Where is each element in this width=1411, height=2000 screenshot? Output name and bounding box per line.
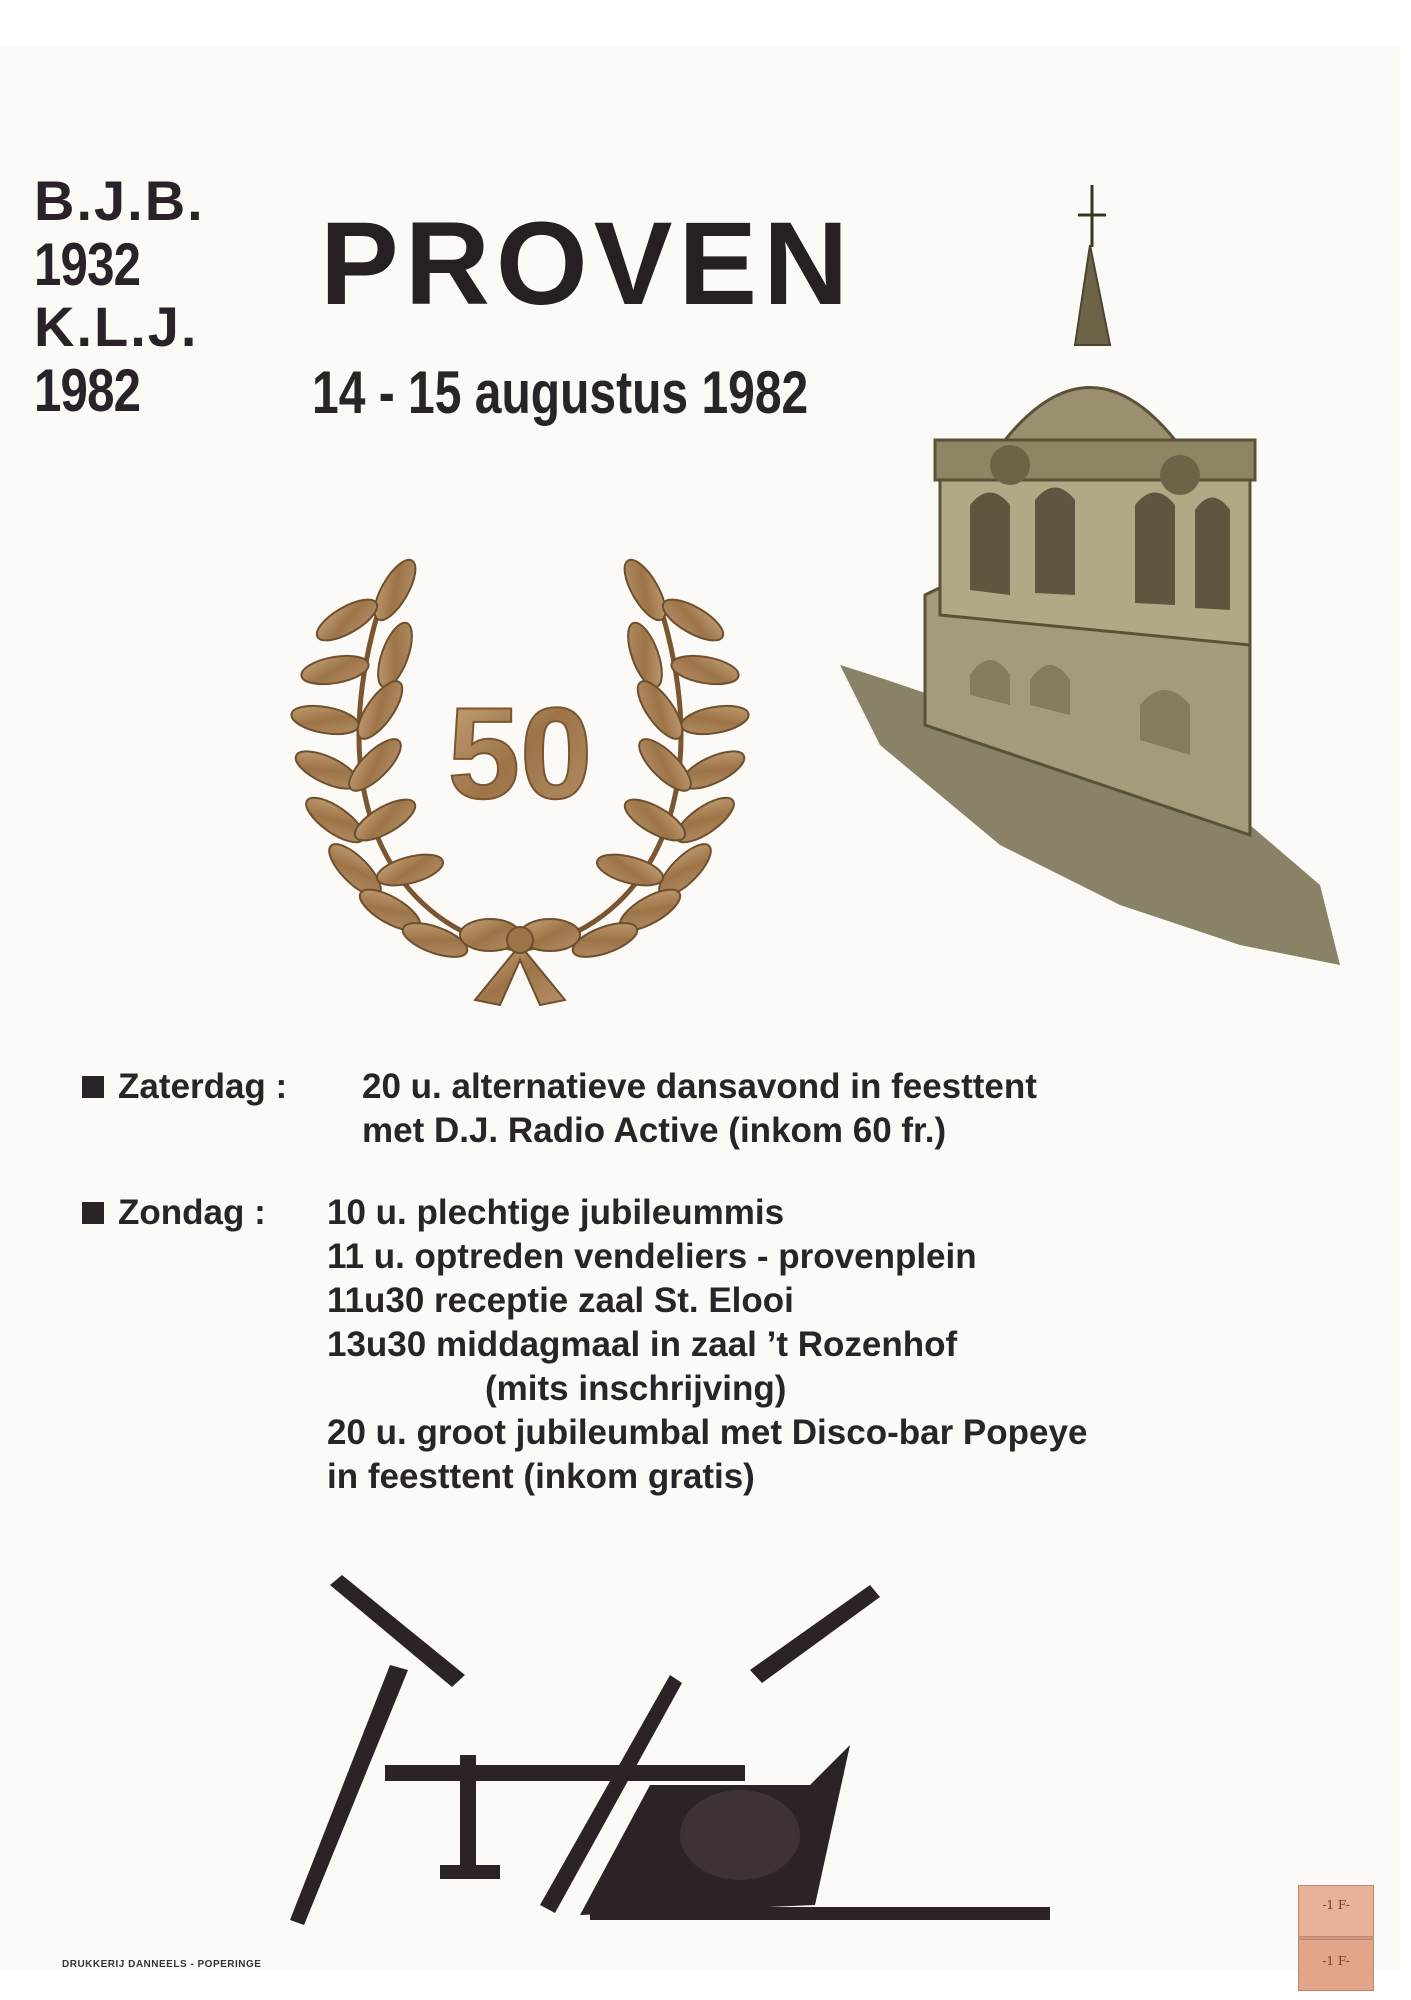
stamp-value-top: -1 F- [1322, 1898, 1350, 1912]
printer-credit: DRUKKERIJ DANNEELS - POPERINGE [62, 1959, 262, 1970]
bullet-square-icon [82, 1202, 104, 1224]
poster-title: PROVEN [320, 198, 855, 330]
sunday-lines [327, 1191, 1087, 1499]
poster [0, 45, 1400, 1970]
schedule-line: 11 u. optreden vendeliers - provenplein [327, 1237, 977, 1276]
stamp-value-bottom: -1 F- [1322, 1954, 1350, 1968]
event-date: 14 - 15 augustus 1982 [312, 359, 809, 426]
org-abbr-bjb: B.J.B. [34, 169, 205, 232]
schedule-saturday [82, 1065, 1342, 1161]
revenue-stamps [1298, 1885, 1374, 1991]
schedule-line: met D.J. Radio Active (inkom 60 fr.) [362, 1111, 947, 1150]
day-label-sunday: Zondag : [118, 1193, 266, 1232]
schedule-line: in feesttent (inkom gratis) [327, 1457, 755, 1496]
schedule-line: 11u30 receptie zaal St. Elooi [327, 1281, 794, 1320]
wreath-bow [460, 919, 580, 1005]
schedule-line: 13u30 middagmaal in zaal ’t Rozenhof [327, 1325, 958, 1364]
schedule-line: (mits inschrijving) [485, 1369, 787, 1408]
organization-block [34, 169, 205, 425]
anniversary-number: 50 [447, 680, 593, 826]
church-tower-illustration [820, 185, 1360, 1005]
schedule-line: 20 u. groot jubileumbal met Disco-bar Popeye [327, 1413, 1088, 1452]
bullet-square-icon [82, 1076, 104, 1098]
klj-logo-cross-plough [290, 1575, 1090, 1925]
org-year-1932: 1932 [34, 231, 141, 298]
laurel-wreath-emblem [275, 550, 765, 1010]
schedule-line: 10 u. plechtige jubileummis [327, 1193, 785, 1232]
org-year-1982: 1982 [34, 357, 141, 424]
schedule-line: 20 u. alternatieve dansavond in feesttent [362, 1067, 1037, 1106]
event-schedule [82, 1065, 1342, 1496]
saturday-lines [362, 1065, 1037, 1153]
day-label-saturday: Zaterdag : [118, 1067, 288, 1106]
org-abbr-klj: K.L.J. [34, 295, 199, 358]
